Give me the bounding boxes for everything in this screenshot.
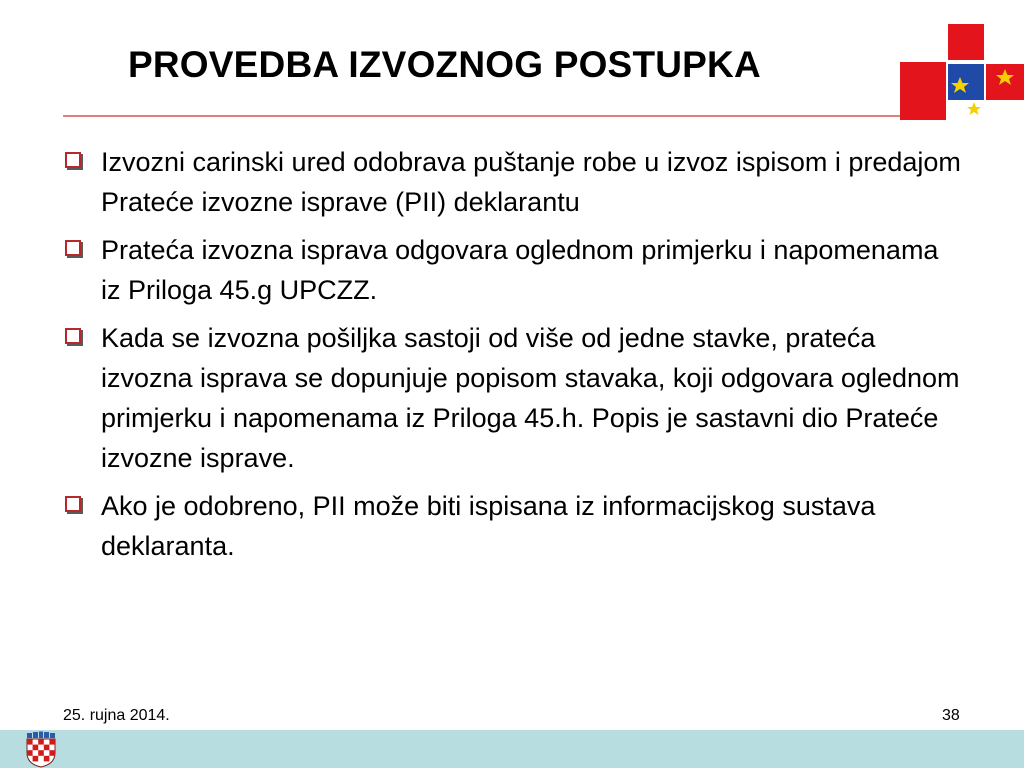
footer-date: 25. rujna 2014. — [63, 707, 170, 724]
list-item — [63, 230, 963, 310]
list-item — [63, 486, 963, 566]
croatia-eu-logo-icon — [898, 22, 1024, 122]
title-divider — [63, 115, 903, 117]
footer-band — [0, 730, 1024, 768]
bullet-text: Prateća izvozna isprava odgovara oglednom primjerku i napomenama iz Priloga 45.g UPCZZ. — [101, 235, 939, 305]
bullet-text: Izvozni carinski ured odobrava puštanje robe u izvoz ispisom i predajom Prateće izvozne isprave (PII) deklarantu — [101, 147, 961, 217]
croatian-coat-of-arms-icon — [24, 731, 58, 768]
page-number: 38 — [942, 707, 960, 724]
bullet-list — [63, 142, 963, 574]
list-item — [63, 142, 963, 222]
bullet-text: Ako je odobreno, PII može biti ispisana iz informacijskog sustava deklaranta. — [101, 491, 876, 561]
checkbox-bullet-icon — [65, 240, 81, 256]
checkbox-bullet-icon — [65, 152, 81, 168]
checkbox-bullet-icon — [65, 496, 81, 512]
bullet-text: Kada se izvozna pošiljka sastoji od više od jedne stavke, prateća izvozna isprava se dopunjuje popisom stavaka, koji odgovara oglednom primjerku i napomenama iz Priloga 45.h. Popis je sastavni dio Prateće izvozne isprave. — [101, 323, 960, 473]
slide-title: PROVEDBA IZVOZNOG POSTUPKA — [128, 44, 761, 85]
checkbox-bullet-icon — [65, 328, 81, 344]
list-item — [63, 318, 963, 478]
